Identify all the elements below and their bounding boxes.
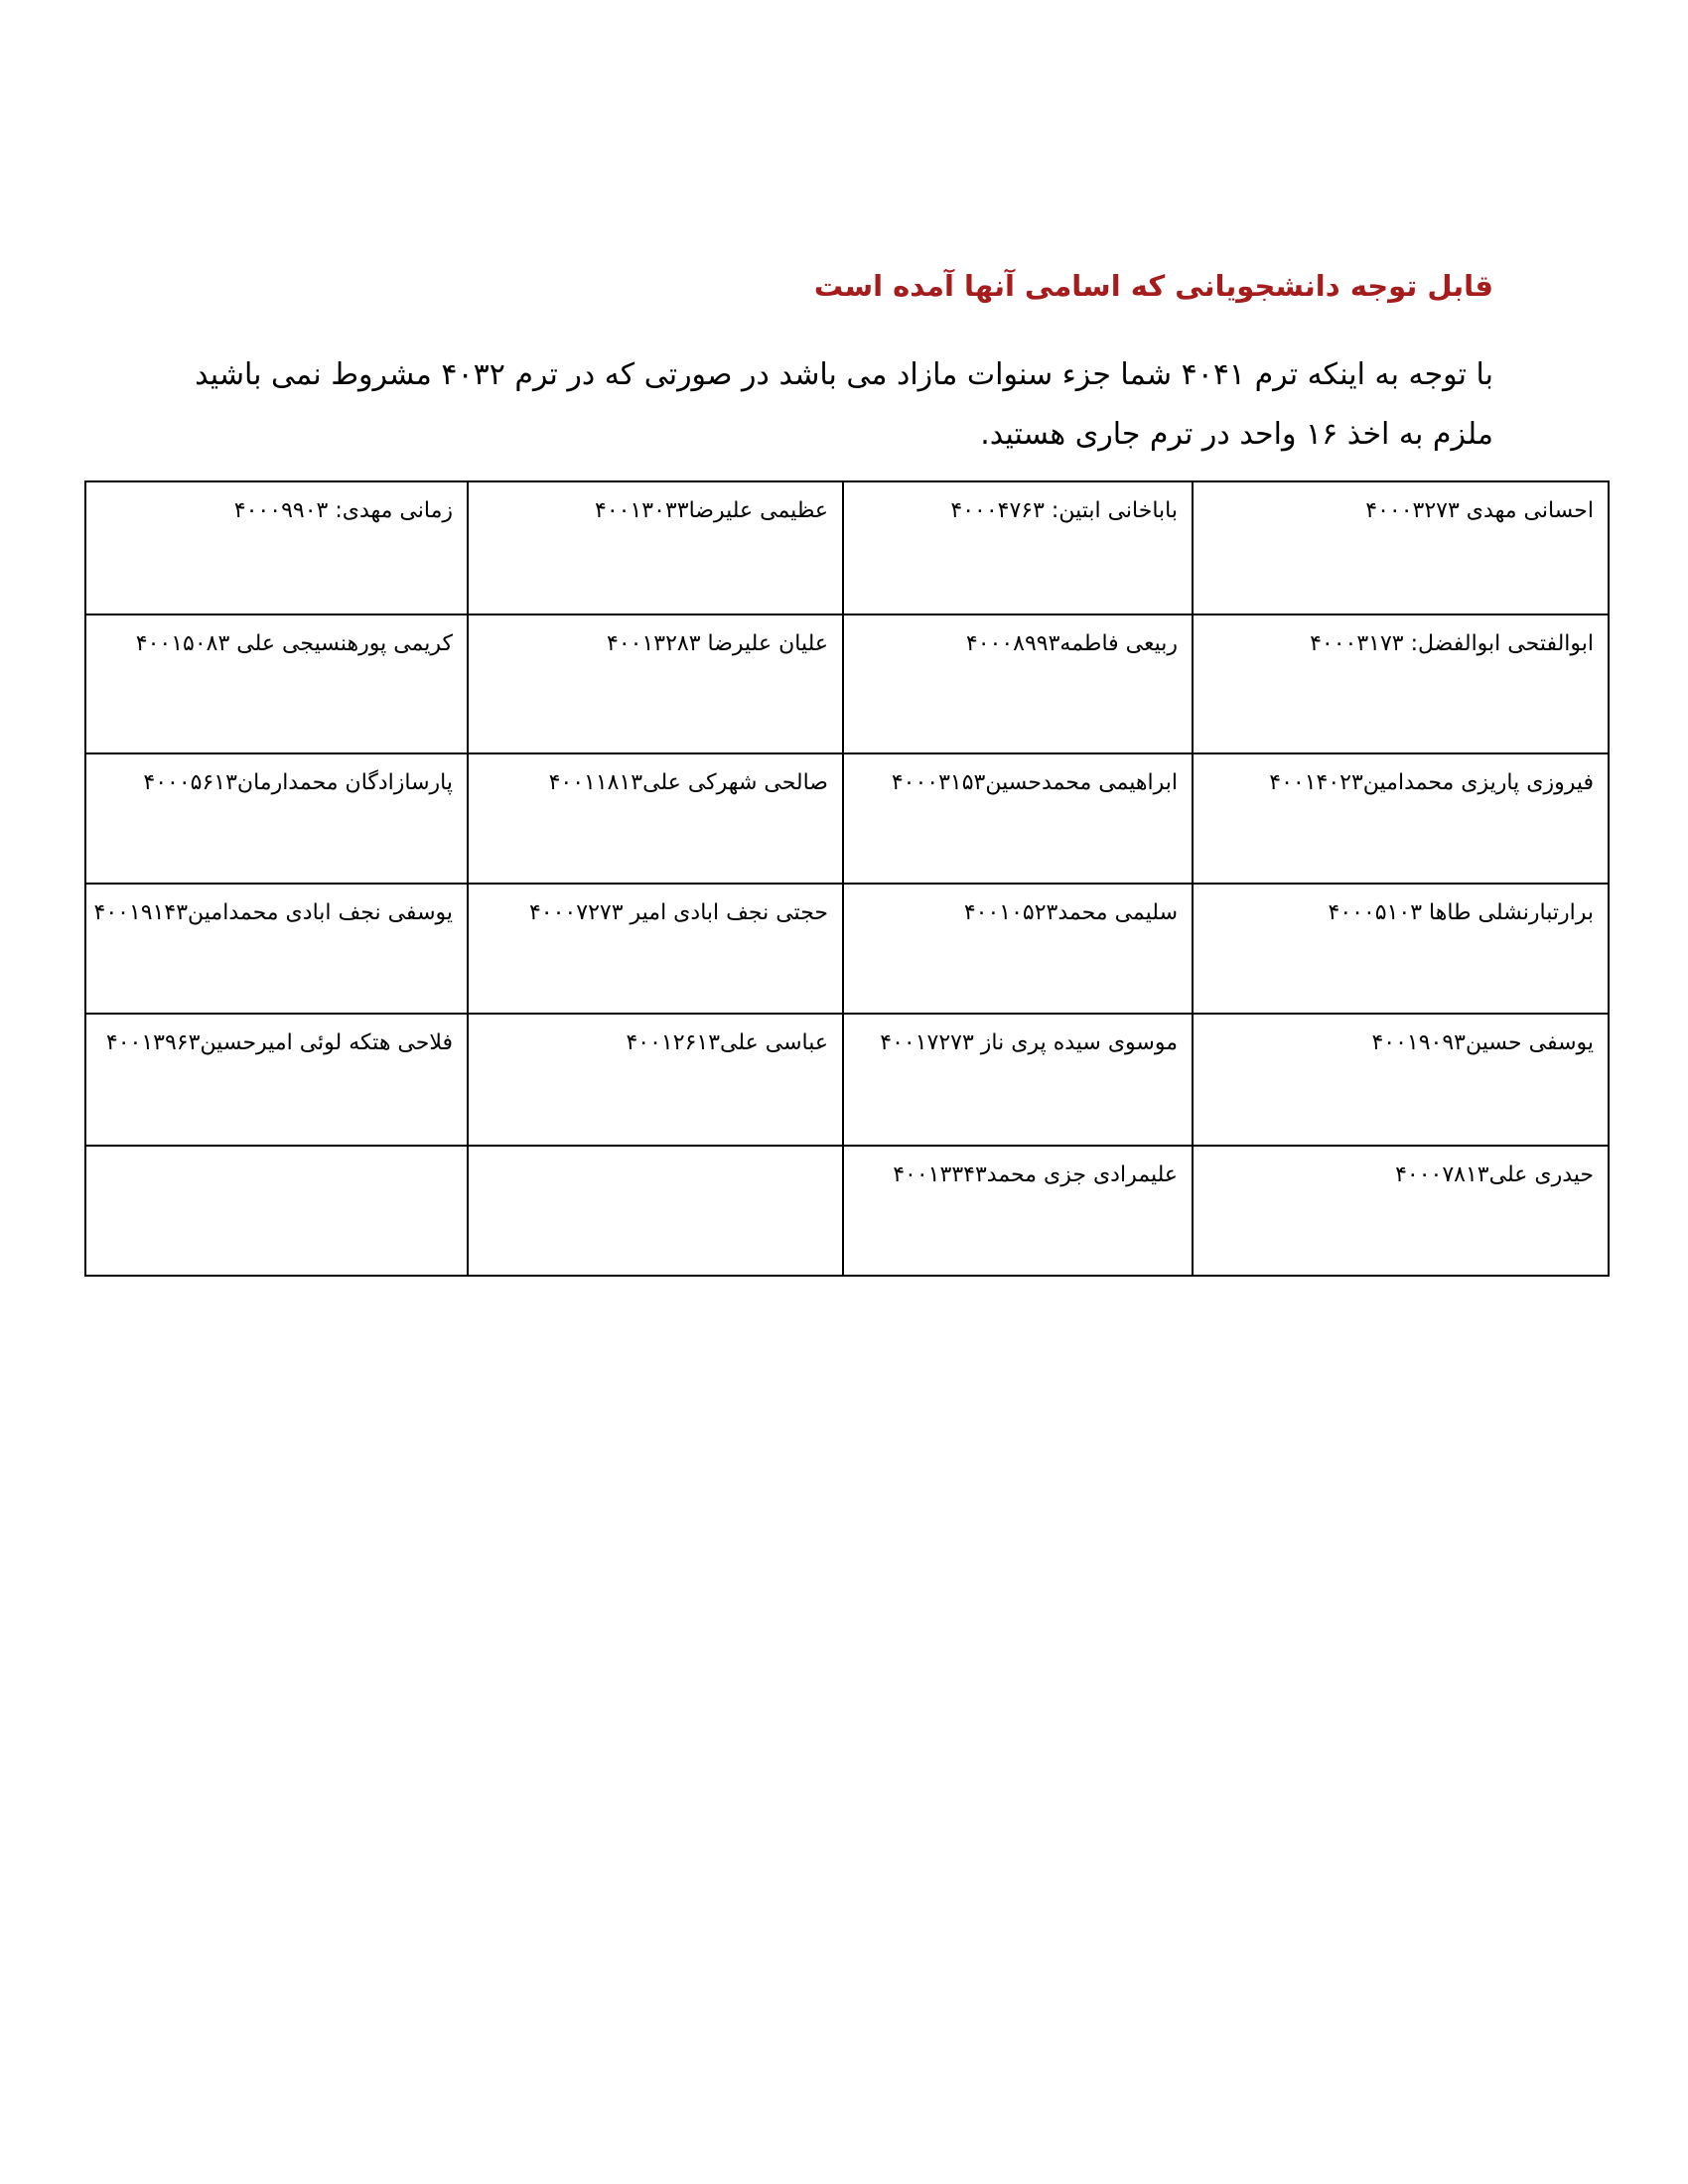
student-cell: عباسی علی۴۰۰۱۲۶۱۳ xyxy=(468,1014,843,1146)
student-cell: ابراهیمی محمدحسین۴۰۰۰۳۱۵۳ xyxy=(843,753,1193,884)
student-cell: علیان علیرضا ۴۰۰۱۳۲۸۳ xyxy=(468,614,843,753)
table-row xyxy=(85,481,1609,614)
student-cell: باباخانی ابتین: ۴۰۰۰۴۷۶۳ xyxy=(843,481,1193,614)
student-cell: برارتبارنشلی طاها ۴۰۰۰۵۱۰۳ xyxy=(1193,884,1609,1014)
student-cell: حجتی نجف ابادی امیر ۴۰۰۰۷۲۷۳ xyxy=(468,884,843,1014)
student-cell: زمانی مهدی: ۴۰۰۰۹۹۰۳ xyxy=(85,481,468,614)
table-row xyxy=(85,884,1609,1014)
student-cell: حیدری علی۴۰۰۰۷۸۱۳ xyxy=(1193,1146,1609,1276)
student-cell: احسانی مهدی ۴۰۰۰۳۲۷۳ xyxy=(1193,481,1609,614)
notice-line-2: ملزم به اخذ ۱۶ واحد در ترم جاری هستید. xyxy=(980,417,1493,452)
student-cell: علیمرادی جزی محمد۴۰۰۱۳۳۴۳ xyxy=(843,1146,1193,1276)
notice-heading: قابل توجه دانشجویانی که اسامی آنها آمده است xyxy=(813,269,1493,303)
table-row xyxy=(85,753,1609,884)
student-cell: سلیمی محمد۴۰۰۱۰۵۲۳ xyxy=(843,884,1193,1014)
student-cell: ابوالفتحی ابوالفضل: ۴۰۰۰۳۱۷۳ xyxy=(1193,614,1609,753)
student-cell: یوسفی حسین۴۰۰۱۹۰۹۳ xyxy=(1193,1014,1609,1146)
student-cell: ربیعی فاطمه۴۰۰۰۸۹۹۳ xyxy=(843,614,1193,753)
student-cell-empty xyxy=(85,1146,468,1276)
student-cell: فیروزی پاریزی محمدامین۴۰۰۱۴۰۲۳ xyxy=(1193,753,1609,884)
student-cell: موسوی سیده پری ناز ۴۰۰۱۷۲۷۳ xyxy=(843,1014,1193,1146)
student-cell: عظیمی علیرضا۴۰۰۱۳۰۳۳ xyxy=(468,481,843,614)
table-row xyxy=(85,614,1609,753)
student-cell: پارسازادگان محمدارمان۴۰۰۰۵۶۱۳ xyxy=(85,753,468,884)
table-row xyxy=(85,1014,1609,1146)
table-row xyxy=(85,1146,1609,1276)
student-cell: کریمی پورهنسیجی علی ۴۰۰۱۵۰۸۳ xyxy=(85,614,468,753)
student-cell-empty xyxy=(468,1146,843,1276)
student-list-table xyxy=(84,480,1610,1277)
student-cell: یوسفی نجف ابادی محمدامین۴۰۰۱۹۱۴۳ xyxy=(85,884,468,1014)
notice-paragraph xyxy=(183,345,1493,465)
student-cell: صالحی شهرکی علی۴۰۰۱۱۸۱۳ xyxy=(468,753,843,884)
notice-line-1: با توجه به اینکه ترم ۴۰۴۱ شما جزء سنوات مازاد می باشد در صورتی که در ترم ۴۰۳۲ مشروط نمی باشید xyxy=(195,357,1493,392)
student-cell: فلاحی هتکه لوئی امیرحسین۴۰۰۱۳۹۶۳ xyxy=(85,1014,468,1146)
